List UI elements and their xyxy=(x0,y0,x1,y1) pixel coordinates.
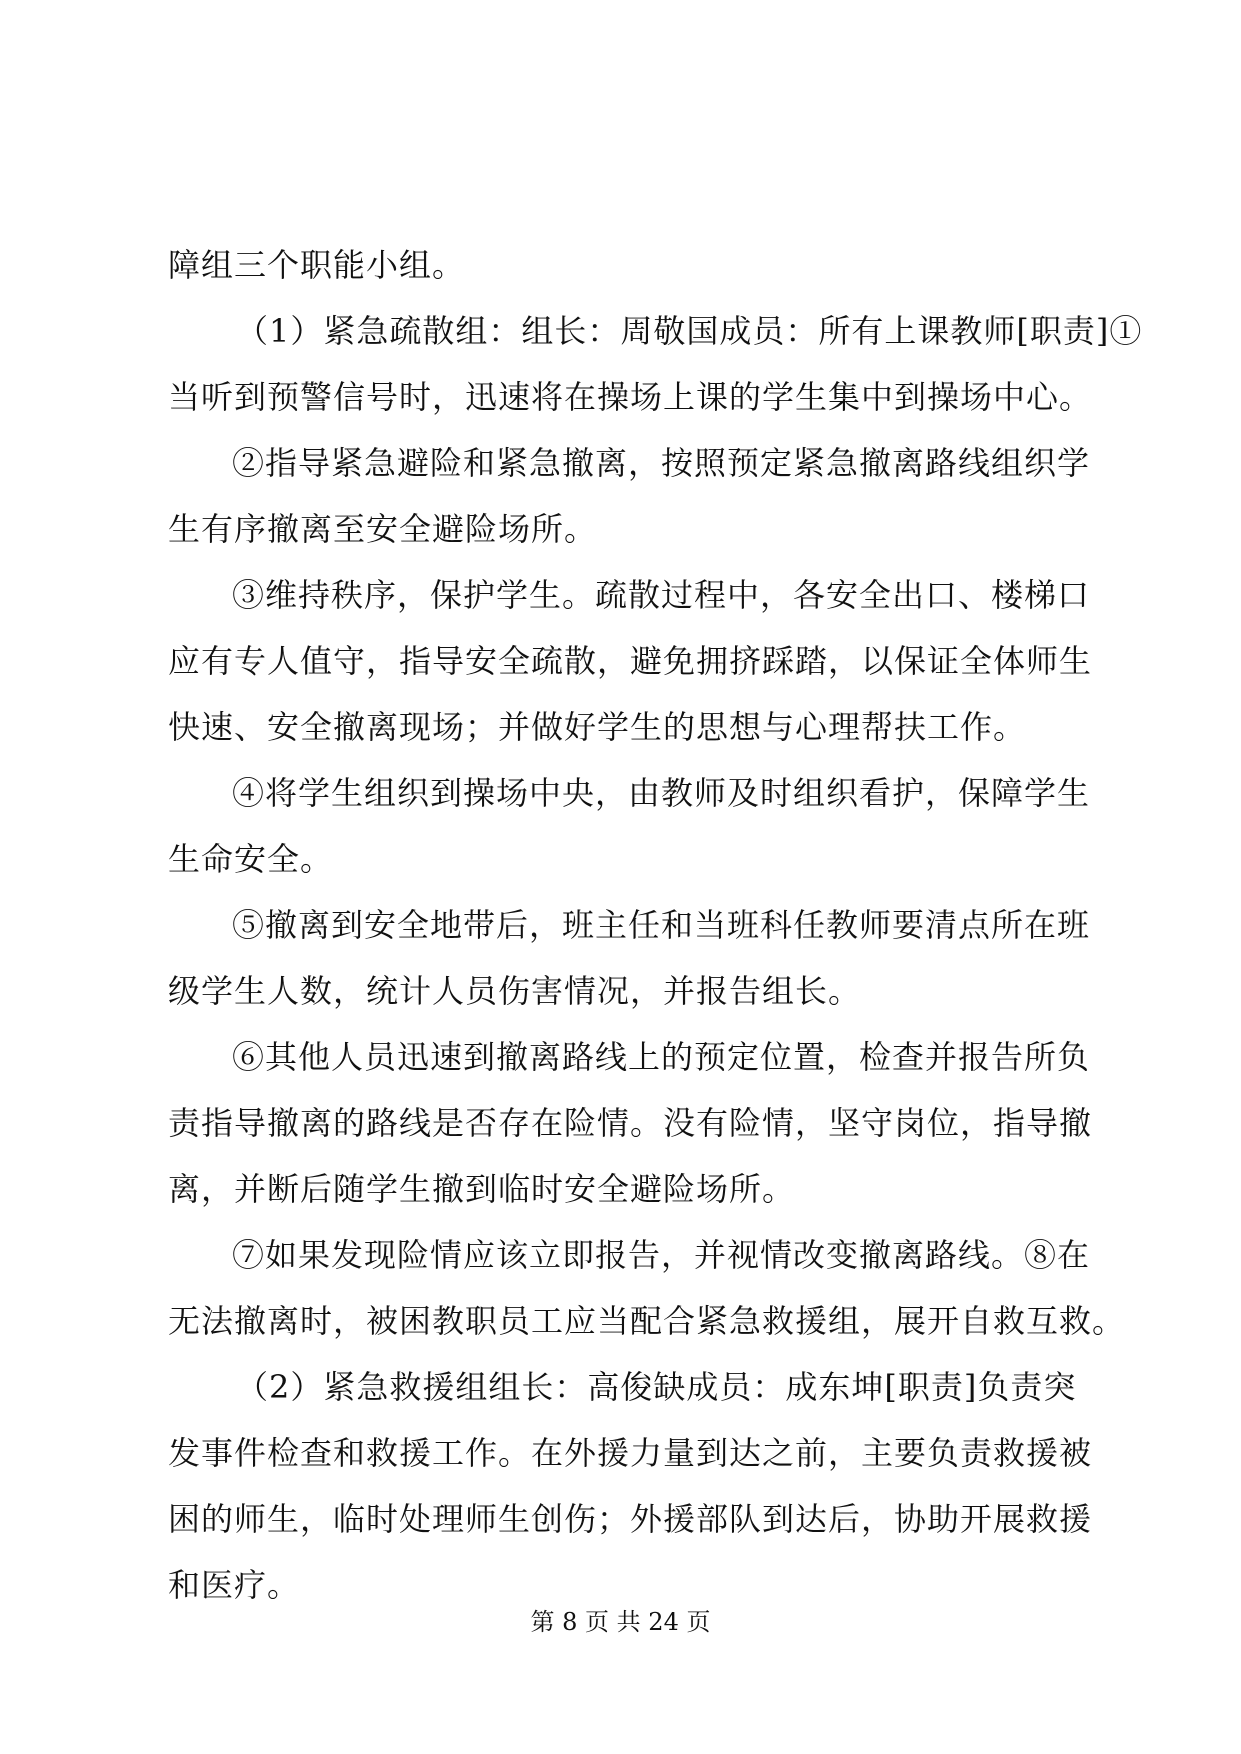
document-body xyxy=(168,232,1143,1618)
text-line: 困的师生，临时处理师生创伤；外援部队到达后，协助开展救援 xyxy=(168,1500,1093,1538)
text-line: ②指导紧急避险和紧急撤离，按照预定紧急撤离路线组织学 xyxy=(232,444,1091,482)
text-line: 无法撤离时，被困教职员工应当配合紧急救援组，展开自救互救。 xyxy=(168,1302,1126,1340)
text-line: 责指导撤离的路线是否存在险情。没有险情，坚守岗位，指导撤 xyxy=(168,1104,1093,1142)
text-line: 发事件检查和救援工作。在外援力量到达之前，主要负责救援被 xyxy=(168,1434,1093,1472)
text-line: 生有序撤离至安全避险场所。 xyxy=(168,510,598,548)
text-line: ⑤撤离到安全地带后，班主任和当班科任教师要清点所在班 xyxy=(232,906,1091,944)
text-line: 离，并断后随学生撤到临时安全避险场所。 xyxy=(168,1170,796,1208)
text-line: 级学生人数，统计人员伤害情况，并报告组长。 xyxy=(168,972,862,1010)
text-line: 障组三个职能小组。 xyxy=(168,246,466,284)
text-line: ④将学生组织到操场中央，由教师及时组织看护，保障学生 xyxy=(232,774,1091,812)
text-line: 和医疗。 xyxy=(168,1566,301,1604)
text-line: ⑥其他人员迅速到撤离路线上的预定位置，检查并报告所负 xyxy=(232,1038,1091,1076)
text-line: ⑦如果发现险情应该立即报告，并视情改变撤离路线。⑧在 xyxy=(232,1236,1091,1274)
text-line: ③维持秩序，保护学生。疏散过程中，各安全出口、楼梯口 xyxy=(232,576,1091,614)
text-line: （1）紧急疏散组：组长：周敬国成员：所有上课教师[职责]① xyxy=(236,312,1143,350)
page-number: 第 8 页 共 24 页 xyxy=(530,1608,711,1636)
text-line: 生命安全。 xyxy=(168,840,334,878)
text-line: 快速、安全撤离现场；并做好学生的思想与心理帮扶工作。 xyxy=(168,708,1027,746)
text-line: （2）紧急救援组组长：高俊缺成员：成东坤[职责]负责突 xyxy=(236,1368,1077,1406)
text-line: 当听到预警信号时，迅速将在操场上课的学生集中到操场中心。 xyxy=(168,378,1093,416)
text-line: 应有专人值守，指导安全疏散，避免拥挤踩踏，以保证全体师生 xyxy=(168,642,1093,680)
